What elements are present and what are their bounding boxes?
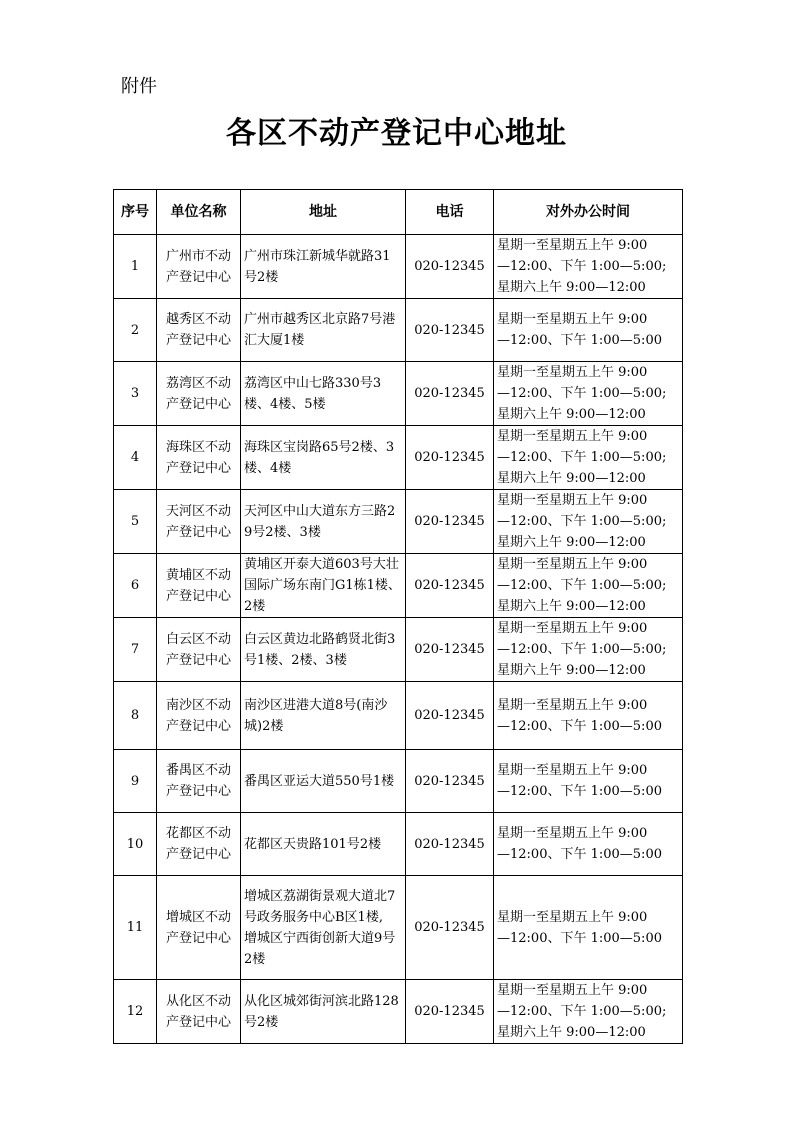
- cell-office-hours: 星期一至星期五上午 9:00 —12:00、下午 1:00—5:00; 星期六上午 9:00—12:00: [494, 490, 683, 554]
- table-row: [114, 299, 683, 362]
- table-row: [114, 618, 683, 682]
- cell-phone: 020-12345: [406, 813, 494, 876]
- cell-no: 8: [114, 682, 157, 750]
- cell-phone: 020-12345: [406, 554, 494, 618]
- cell-no: 1: [114, 235, 157, 299]
- table-row: [114, 362, 683, 426]
- cell-address: 番禺区亚运大道550号1楼: [241, 750, 406, 813]
- cell-phone: 020-12345: [406, 876, 494, 980]
- cell-phone: 020-12345: [406, 426, 494, 490]
- cell-no: 2: [114, 299, 157, 362]
- cell-office-hours: 星期一至星期五上午 9:00 —12:00、下午 1:00—5:00: [494, 299, 683, 362]
- header-address: 地址: [241, 190, 406, 235]
- cell-address: 黄埔区开泰大道603号大壮国际广场东南门G1栋1楼、2楼: [241, 554, 406, 618]
- cell-phone: 020-12345: [406, 682, 494, 750]
- cell-address: 增城区荔湖街景观大道北7号政务服务中心B区1楼, 增城区宁西街创新大道9号2楼: [241, 876, 406, 980]
- header-no: 序号: [114, 190, 157, 235]
- cell-address: 花都区天贵路101号2楼: [241, 813, 406, 876]
- cell-office-hours: 星期一至星期五上午 9:00 —12:00、下午 1:00—5:00: [494, 682, 683, 750]
- cell-phone: 020-12345: [406, 980, 494, 1044]
- cell-no: 5: [114, 490, 157, 554]
- cell-unit-name: 南沙区不动产登记中心: [157, 682, 241, 750]
- cell-no: 12: [114, 980, 157, 1044]
- cell-office-hours: 星期一至星期五上午 9:00 —12:00、下午 1:00—5:00; 星期六上午 9:00—12:00: [494, 618, 683, 682]
- cell-address: 广州市越秀区北京路7号港汇大厦1楼: [241, 299, 406, 362]
- cell-unit-name: 广州市不动产登记中心: [157, 235, 241, 299]
- table-row: [114, 750, 683, 813]
- table-row: [114, 980, 683, 1044]
- table-row: [114, 426, 683, 490]
- cell-office-hours: 星期一至星期五上午 9:00 —12:00、下午 1:00—5:00: [494, 813, 683, 876]
- cell-address: 天河区中山大道东方三路29号2楼、3楼: [241, 490, 406, 554]
- cell-unit-name: 越秀区不动产登记中心: [157, 299, 241, 362]
- cell-phone: 020-12345: [406, 750, 494, 813]
- cell-address: 海珠区宝岗路65号2楼、3楼、4楼: [241, 426, 406, 490]
- cell-no: 3: [114, 362, 157, 426]
- cell-office-hours: 星期一至星期五上午 9:00 —12:00、下午 1:00—5:00; 星期六上午 9:00—12:00: [494, 362, 683, 426]
- cell-no: 10: [114, 813, 157, 876]
- cell-address: 从化区城郊街河滨北路128号2楼: [241, 980, 406, 1044]
- cell-phone: 020-12345: [406, 618, 494, 682]
- table-row: [114, 235, 683, 299]
- cell-no: 11: [114, 876, 157, 980]
- cell-unit-name: 番禺区不动产登记中心: [157, 750, 241, 813]
- cell-address: 广州市珠江新城华就路31号2楼: [241, 235, 406, 299]
- table-row: [114, 876, 683, 980]
- cell-no: 6: [114, 554, 157, 618]
- cell-office-hours: 星期一至星期五上午 9:00 —12:00、下午 1:00—5:00; 星期六上午 9:00—12:00: [494, 235, 683, 299]
- table-row: [114, 490, 683, 554]
- attachment-label: 附件: [121, 76, 157, 97]
- header-hours: 对外办公时间: [494, 190, 683, 235]
- cell-no: 7: [114, 618, 157, 682]
- cell-unit-name: 花都区不动产登记中心: [157, 813, 241, 876]
- cell-office-hours: 星期一至星期五上午 9:00 —12:00、下午 1:00—5:00: [494, 750, 683, 813]
- table-row: [114, 682, 683, 750]
- cell-unit-name: 黄埔区不动产登记中心: [157, 554, 241, 618]
- table-row: [114, 554, 683, 618]
- registration-center-table: [113, 189, 683, 1044]
- cell-address: 白云区黄边北路鹤贤北街3号1楼、2楼、3楼: [241, 618, 406, 682]
- cell-office-hours: 星期一至星期五上午 9:00 —12:00、下午 1:00—5:00: [494, 876, 683, 980]
- cell-office-hours: 星期一至星期五上午 9:00 —12:00、下午 1:00—5:00; 星期六上午 9:00—12:00: [494, 980, 683, 1044]
- cell-phone: 020-12345: [406, 299, 494, 362]
- cell-phone: 020-12345: [406, 235, 494, 299]
- cell-phone: 020-12345: [406, 490, 494, 554]
- cell-no: 4: [114, 426, 157, 490]
- page-title: 各区不动产登记中心地址: [226, 116, 567, 151]
- table-header-row: [114, 190, 683, 235]
- cell-office-hours: 星期一至星期五上午 9:00 —12:00、下午 1:00—5:00; 星期六上午 9:00—12:00: [494, 426, 683, 490]
- cell-unit-name: 海珠区不动产登记中心: [157, 426, 241, 490]
- table-row: [114, 813, 683, 876]
- cell-no: 9: [114, 750, 157, 813]
- cell-address: 南沙区进港大道8号(南沙城)2楼: [241, 682, 406, 750]
- cell-unit-name: 荔湾区不动产登记中心: [157, 362, 241, 426]
- cell-address: 荔湾区中山七路330号3楼、4楼、5楼: [241, 362, 406, 426]
- header-phone: 电话: [406, 190, 494, 235]
- header-unit: 单位名称: [157, 190, 241, 235]
- cell-office-hours: 星期一至星期五上午 9:00 —12:00、下午 1:00—5:00; 星期六上午 9:00—12:00: [494, 554, 683, 618]
- cell-unit-name: 从化区不动产登记中心: [157, 980, 241, 1044]
- cell-unit-name: 增城区不动产登记中心: [157, 876, 241, 980]
- table-body: [114, 235, 683, 1044]
- cell-unit-name: 白云区不动产登记中心: [157, 618, 241, 682]
- cell-unit-name: 天河区不动产登记中心: [157, 490, 241, 554]
- cell-phone: 020-12345: [406, 362, 494, 426]
